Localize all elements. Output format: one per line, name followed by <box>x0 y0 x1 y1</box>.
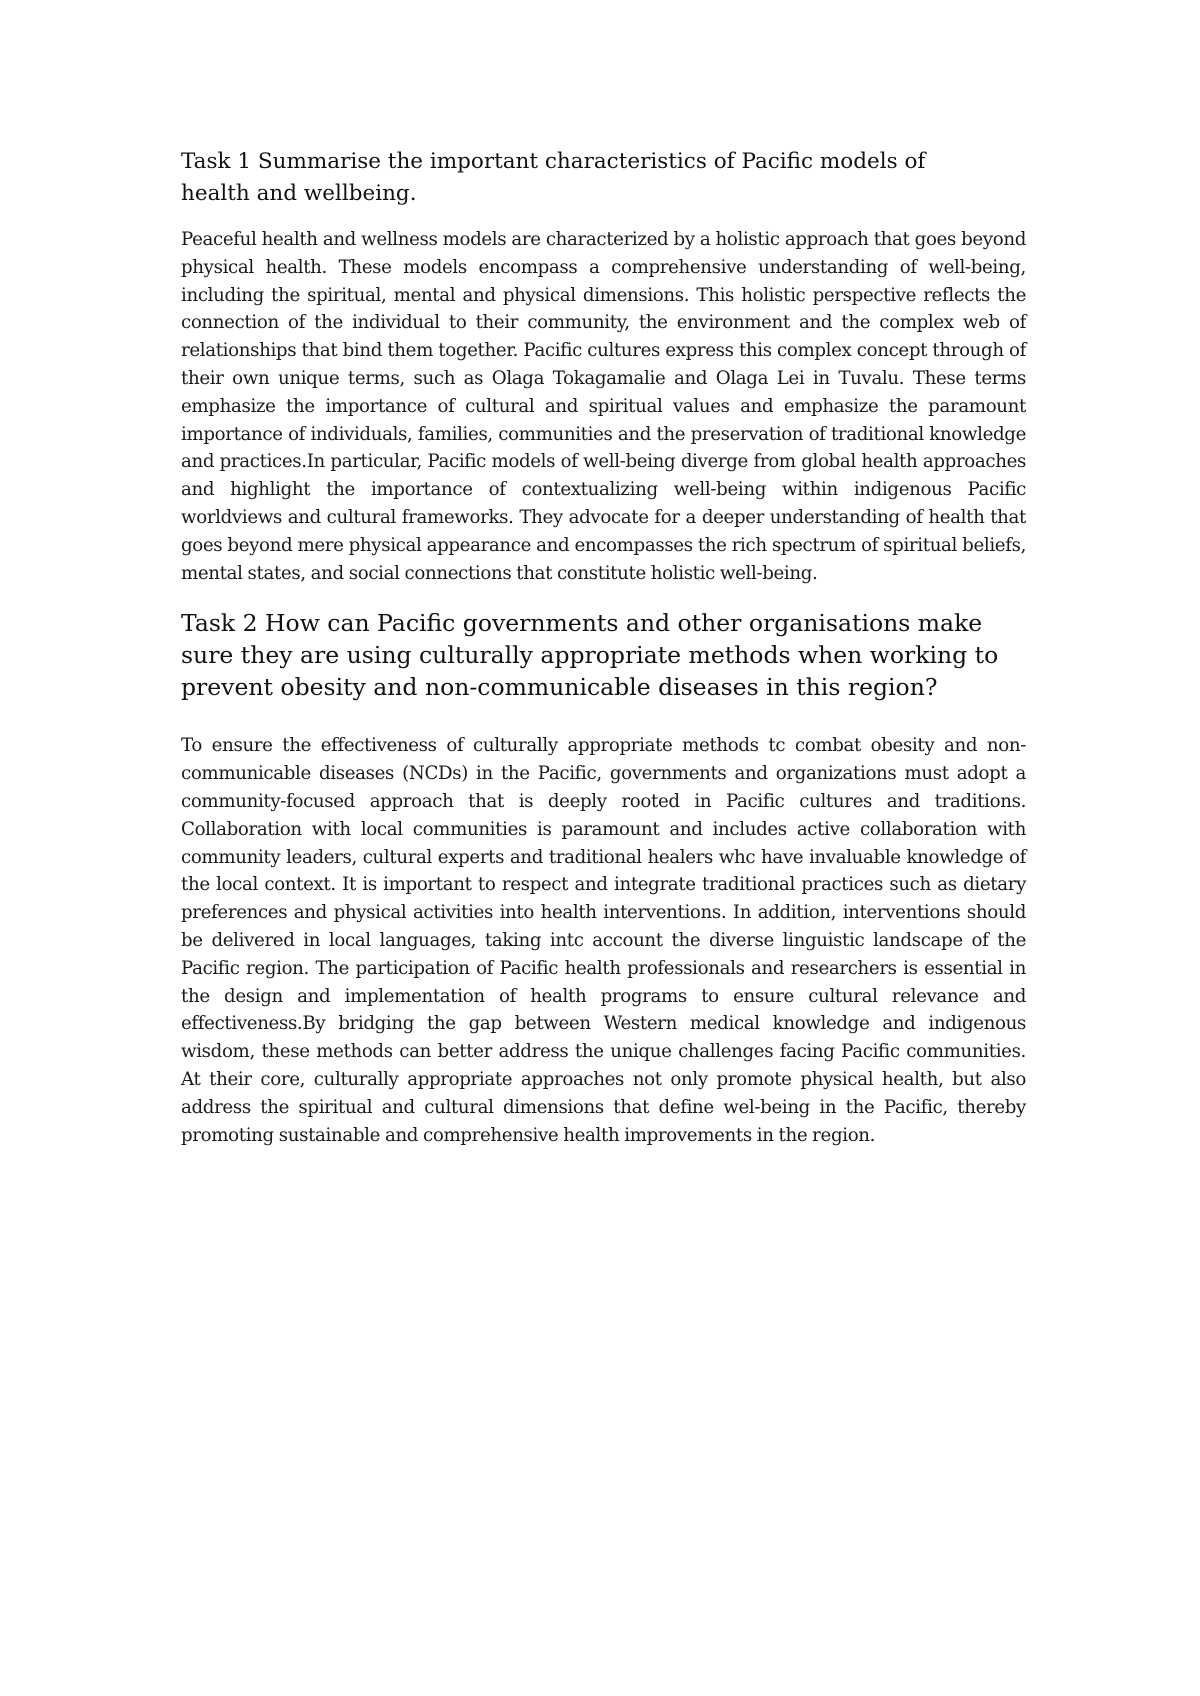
task2-heading: Task 2 How can Pacific governments and other organisations make sure they are using culturally appropriate methods when working to prevent obesity and non-communicable diseases in this region? <box>181 609 999 702</box>
task2-paragraph: To ensure the effectiveness of culturally appropriate methods tc combat obesity and non-communicable diseases (NCDs) in the Pacific, governments and organizations must adopt a community-focused approach that is deeply rooted in Pacific cultures and traditions. Collaboration with local communities is paramount and includes active collaboration with community leaders, cultural experts and traditional healers whc have invaluable knowledge of the local context. It is important to respect and integrate traditional practices such as dietary preferences and physical activities into health interventions. In addition, interventions should be delivered in local languages, taking intc account the diverse linguistic landscape of the Pacific region. The participation of Pacific health professionals and researchers is essential in the design and implementation of health programs to ensure cultural relevance and effectiveness.By bridging the gap between Western medical knowledge and indigenous wisdom, these methods can better address the unique challenges facing Pacific communities. At their core, culturally appropriate approaches not only promote physical health, but also address the spiritual and cultural dimensions that define wel-being in the Pacific, thereby promoting sustainable and comprehensive health improvements in the region. <box>181 735 1026 1146</box>
document-content <box>181 146 1026 1169</box>
task1-paragraph: Peaceful health and wellness models are characterized by a holistic approach that goes beyond physical health. These models encompass a comprehensive understanding of well-being, including the spiritual, mental and physical dimensions. This holistic perspective reflects the connection of the individual to their community, the environment and the complex web of relationships that bind them together. Pacific cultures express this complex concept through of their own unique terms, such as Olaga Tokagamalie and Olaga Lei in Tuvalu. These terms emphasize the importance of cultural and spiritual values and emphasize the paramount importance of individuals, families, communities and the preservation of traditional knowledge and practices.In particular, Pacific models of well-being diverge from global health approaches and highlight the importance of contextualizing well-being within indigenous Pacific worldviews and cultural frameworks. They advocate for a deeper understanding of health that goes beyond mere physical appearance and encompasses the rich spectrum of spiritual beliefs, mental states, and social connections that constitute holistic well-being. <box>181 229 1026 584</box>
task1-heading: Task 1 Summarise the important characteristics of Pacific models of health and wellbeing. <box>181 149 926 206</box>
